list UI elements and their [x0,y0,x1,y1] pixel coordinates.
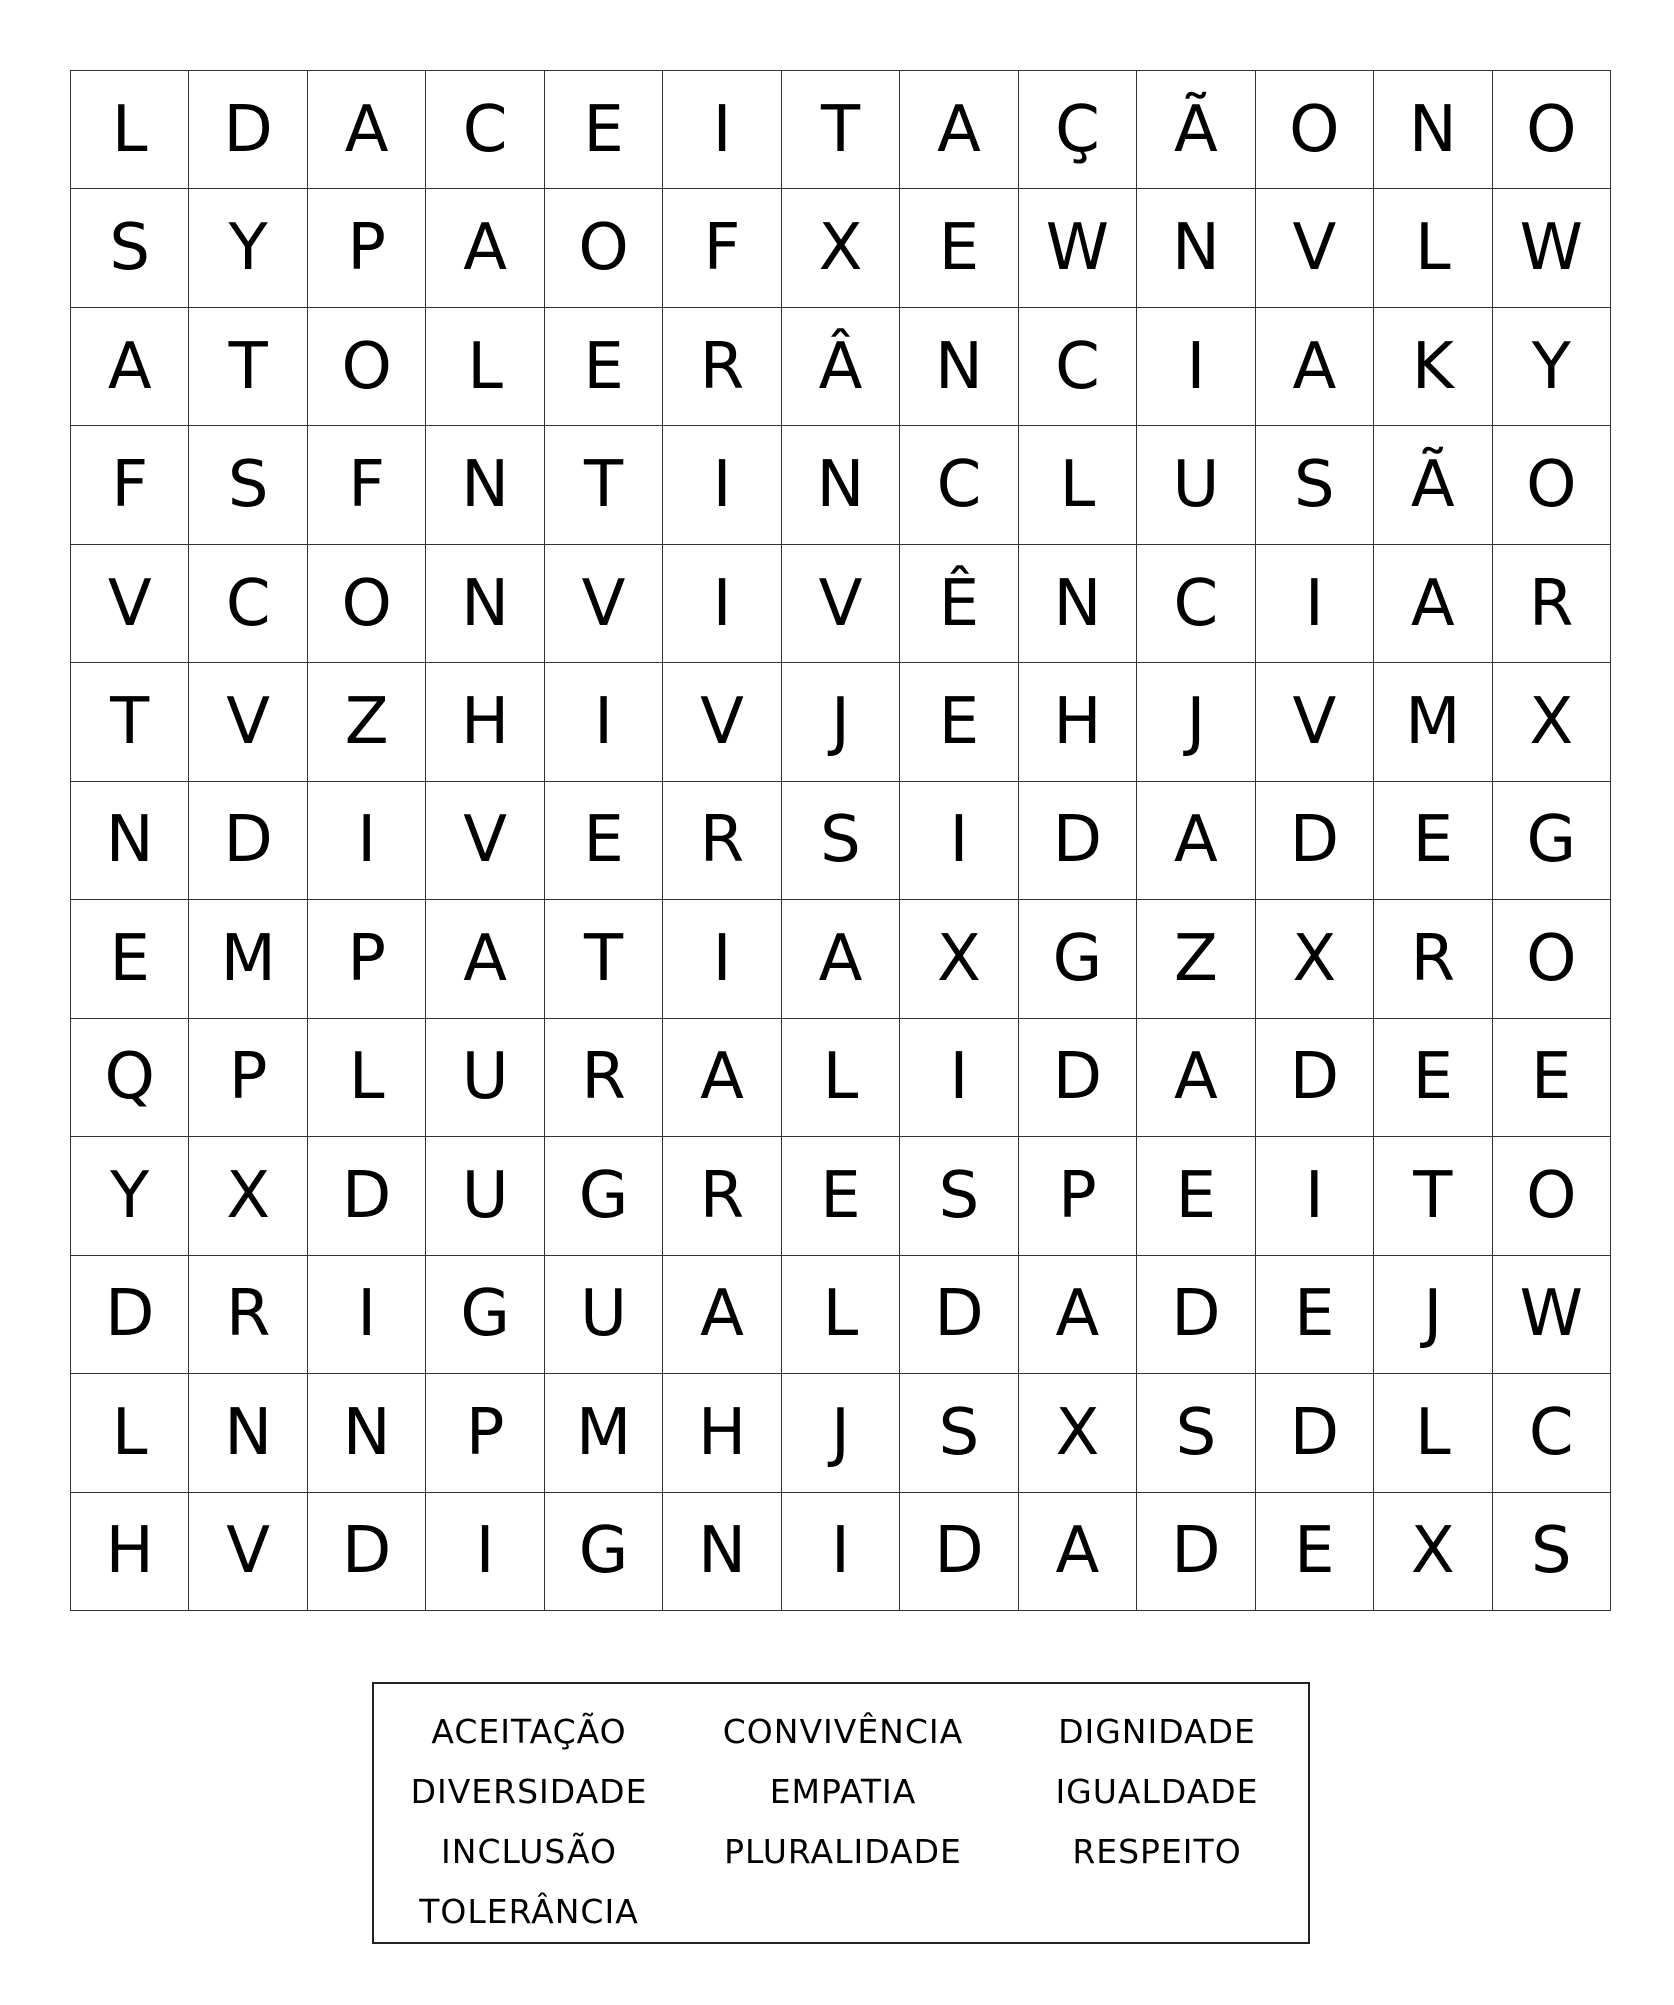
grid-cell[interactable]: E [1374,782,1492,900]
grid-cell[interactable]: Ê [900,545,1018,663]
grid-cell[interactable]: V [663,663,781,781]
grid-cell[interactable]: L [71,1374,189,1492]
grid-cell[interactable]: Z [308,663,426,781]
grid-cell[interactable]: Z [1137,900,1255,1018]
grid-cell[interactable]: K [1374,308,1492,426]
grid-cell[interactable]: W [1019,189,1137,307]
grid-cell[interactable]: F [663,189,781,307]
grid-cell[interactable]: A [663,1256,781,1374]
grid-cell[interactable]: T [71,663,189,781]
grid-cell[interactable]: D [71,1256,189,1374]
grid-cell[interactable]: I [1137,308,1255,426]
grid-cell[interactable]: A [71,308,189,426]
grid-cell[interactable]: G [1493,782,1611,900]
grid-cell[interactable]: I [663,900,781,1018]
grid-cell[interactable]: T [1374,1137,1492,1255]
grid-cell[interactable]: A [426,900,544,1018]
grid-cell[interactable]: O [1493,426,1611,544]
grid-cell[interactable]: I [900,782,1018,900]
grid-cell[interactable]: S [900,1137,1018,1255]
grid-cell[interactable]: J [1374,1256,1492,1374]
grid-cell[interactable]: E [900,189,1018,307]
grid-cell[interactable]: S [189,426,307,544]
grid-cell[interactable]: F [308,426,426,544]
grid-cell[interactable]: M [1374,663,1492,781]
grid-cell[interactable]: N [1137,189,1255,307]
grid-cell[interactable]: N [782,426,900,544]
grid-cell[interactable]: O [308,545,426,663]
grid-cell[interactable]: V [189,663,307,781]
grid-cell[interactable]: X [1374,1493,1492,1611]
grid-cell[interactable]: L [426,308,544,426]
grid-cell[interactable]: Y [71,1137,189,1255]
grid-cell[interactable]: A [1137,1019,1255,1137]
grid-cell[interactable]: E [1374,1019,1492,1137]
grid-cell[interactable]: A [1137,782,1255,900]
grid-cell[interactable]: C [189,545,307,663]
grid-cell[interactable]: J [782,663,900,781]
grid-cell[interactable]: I [663,71,781,189]
grid-cell[interactable]: O [1256,71,1374,189]
grid-cell[interactable]: D [189,782,307,900]
word-bank-item: DIGNIDADE [1058,1712,1256,1751]
grid-cell[interactable]: P [308,900,426,1018]
word-bank-column [373,1702,685,1942]
grid-cell[interactable]: I [1256,1137,1374,1255]
grid-cell[interactable]: C [900,426,1018,544]
grid-cell[interactable]: A [900,71,1018,189]
grid-cell[interactable]: E [782,1137,900,1255]
grid-cell[interactable]: T [782,71,900,189]
grid-cell[interactable]: I [308,782,426,900]
word-bank-item: EMPATIA [769,1772,917,1811]
grid-cell[interactable]: U [426,1137,544,1255]
word-bank-item: TOLERÂNCIA [419,1892,639,1931]
grid-cell[interactable]: O [308,308,426,426]
grid-cell[interactable]: G [426,1256,544,1374]
grid-cell[interactable]: Ã [1374,426,1492,544]
grid-cell[interactable]: E [1493,1019,1611,1137]
grid-cell[interactable]: I [900,1019,1018,1137]
grid-cell[interactable]: A [1019,1256,1137,1374]
grid-cell[interactable]: C [426,71,544,189]
grid-cell[interactable]: D [308,1137,426,1255]
grid-cell[interactable]: O [1493,900,1611,1018]
grid-cell[interactable]: S [782,782,900,900]
grid-cell[interactable]: S [1493,1493,1611,1611]
grid-cell[interactable]: N [1374,71,1492,189]
grid-cell[interactable]: H [1019,663,1137,781]
grid-cell[interactable]: Y [189,189,307,307]
grid-cell[interactable]: N [1019,545,1137,663]
grid-cell[interactable]: D [1137,1256,1255,1374]
grid-cell[interactable]: L [1374,189,1492,307]
grid-cell[interactable]: X [1493,663,1611,781]
grid-cell[interactable]: T [189,308,307,426]
word-bank-item: CONVIVÊNCIA [722,1712,964,1751]
grid-cell[interactable]: V [426,782,544,900]
grid-cell[interactable]: T [545,900,663,1018]
word-bank-item: IGUALDADE [1055,1772,1259,1811]
grid-cell[interactable]: N [426,426,544,544]
grid-cell[interactable]: W [1493,189,1611,307]
word-bank [372,1682,1310,1944]
grid-cell[interactable]: A [782,900,900,1018]
grid-cell[interactable]: D [308,1493,426,1611]
grid-cell[interactable]: J [782,1374,900,1492]
grid-cell[interactable]: C [1137,545,1255,663]
grid-cell[interactable]: O [545,189,663,307]
grid-cell[interactable]: G [545,1493,663,1611]
grid-cell[interactable]: I [663,426,781,544]
grid-cell[interactable]: V [1256,663,1374,781]
grid-cell[interactable]: R [189,1256,307,1374]
grid-cell[interactable]: R [663,1137,781,1255]
grid-cell[interactable]: E [545,308,663,426]
grid-cell[interactable]: N [308,1374,426,1492]
grid-cell[interactable]: D [189,71,307,189]
grid-cell[interactable]: E [1256,1256,1374,1374]
grid-cell[interactable]: X [189,1137,307,1255]
grid-cell[interactable]: C [1019,308,1137,426]
grid-cell[interactable]: V [189,1493,307,1611]
grid-cell[interactable]: J [1137,663,1255,781]
grid-cell[interactable]: L [308,1019,426,1137]
grid-cell[interactable]: S [1137,1374,1255,1492]
grid-cell[interactable]: W [1493,1256,1611,1374]
word-bank-item: RESPEITO [1072,1832,1242,1871]
grid-cell[interactable]: I [308,1256,426,1374]
grid-cell[interactable]: E [1137,1137,1255,1255]
grid-cell[interactable]: V [1256,189,1374,307]
grid-cell[interactable]: I [663,545,781,663]
grid-cell[interactable]: U [545,1256,663,1374]
grid-cell[interactable]: N [189,1374,307,1492]
grid-cell[interactable]: R [545,1019,663,1137]
grid-cell[interactable]: D [1137,1493,1255,1611]
grid-cell[interactable]: R [663,308,781,426]
word-search-grid [70,70,1611,1611]
grid-cell[interactable]: Ç [1019,71,1137,189]
grid-cell[interactable]: P [426,1374,544,1492]
grid-cell[interactable]: E [900,663,1018,781]
grid-cell[interactable]: R [663,782,781,900]
grid-cell[interactable]: Y [1493,308,1611,426]
grid-cell[interactable]: A [308,71,426,189]
grid-cell[interactable]: N [71,782,189,900]
grid-cell[interactable]: O [1493,71,1611,189]
grid-cell[interactable]: D [1019,1019,1137,1137]
grid-cell[interactable]: A [1374,545,1492,663]
grid-cell[interactable]: C [1493,1374,1611,1492]
grid-cell[interactable]: E [545,71,663,189]
grid-cell[interactable]: H [663,1374,781,1492]
grid-cell[interactable]: D [1256,1019,1374,1137]
grid-cell[interactable]: V [782,545,900,663]
grid-cell[interactable]: I [426,1493,544,1611]
word-bank-item: INCLUSÃO [441,1832,617,1871]
grid-cell[interactable]: L [782,1256,900,1374]
grid-cell[interactable]: E [1256,1493,1374,1611]
grid-cell[interactable]: X [900,900,1018,1018]
grid-cell[interactable]: U [1137,426,1255,544]
grid-cell[interactable]: X [782,189,900,307]
word-bank-item: PLURALIDADE [724,1832,962,1871]
grid-cell[interactable]: L [782,1019,900,1137]
grid-cell[interactable]: M [189,900,307,1018]
grid-cell[interactable]: D [900,1256,1018,1374]
grid-cell[interactable]: U [426,1019,544,1137]
grid-cell[interactable]: R [1374,900,1492,1018]
grid-cell[interactable]: V [71,545,189,663]
grid-cell[interactable]: D [900,1493,1018,1611]
grid-cell[interactable]: Â [782,308,900,426]
grid-cell[interactable]: P [1019,1137,1137,1255]
word-bank-column [687,1702,999,1882]
grid-cell[interactable]: D [1256,1374,1374,1492]
grid-cell[interactable]: A [663,1019,781,1137]
grid-cell[interactable]: I [545,663,663,781]
grid-cell[interactable]: I [1256,545,1374,663]
grid-cell[interactable]: G [545,1137,663,1255]
word-bank-item: DIVERSIDADE [410,1772,648,1811]
grid-cell[interactable]: T [545,426,663,544]
grid-cell[interactable]: E [545,782,663,900]
grid-cell[interactable]: M [545,1374,663,1492]
word-bank-item: ACEITAÇÃO [431,1712,627,1751]
grid-cell[interactable]: N [900,308,1018,426]
grid-cell[interactable]: P [308,189,426,307]
grid-cell[interactable]: X [1256,900,1374,1018]
grid-cell[interactable]: X [1019,1374,1137,1492]
grid-cell[interactable]: F [71,426,189,544]
grid-cell[interactable]: E [71,900,189,1018]
grid-cell[interactable]: L [71,71,189,189]
grid-cell[interactable]: H [426,663,544,781]
grid-cell[interactable]: D [1256,782,1374,900]
grid-cell[interactable]: L [1019,426,1137,544]
grid-cell[interactable]: P [189,1019,307,1137]
grid-cell[interactable]: A [1019,1493,1137,1611]
grid-cell[interactable]: V [545,545,663,663]
grid-cell[interactable]: N [426,545,544,663]
grid-cell[interactable]: Ã [1137,71,1255,189]
grid-cell[interactable]: S [1256,426,1374,544]
grid-cell[interactable]: H [71,1493,189,1611]
grid-cell[interactable]: D [1019,782,1137,900]
grid-cell[interactable]: N [663,1493,781,1611]
grid-cell[interactable]: A [1256,308,1374,426]
grid-cell[interactable]: I [782,1493,900,1611]
grid-cell[interactable]: S [71,189,189,307]
grid-cell[interactable]: S [900,1374,1018,1492]
grid-cell[interactable]: R [1493,545,1611,663]
grid-cell[interactable]: A [426,189,544,307]
grid-cell[interactable]: Q [71,1019,189,1137]
grid-cell[interactable]: G [1019,900,1137,1018]
grid-cell[interactable]: L [1374,1374,1492,1492]
grid-cell[interactable]: O [1493,1137,1611,1255]
word-bank-column [1001,1702,1313,1882]
